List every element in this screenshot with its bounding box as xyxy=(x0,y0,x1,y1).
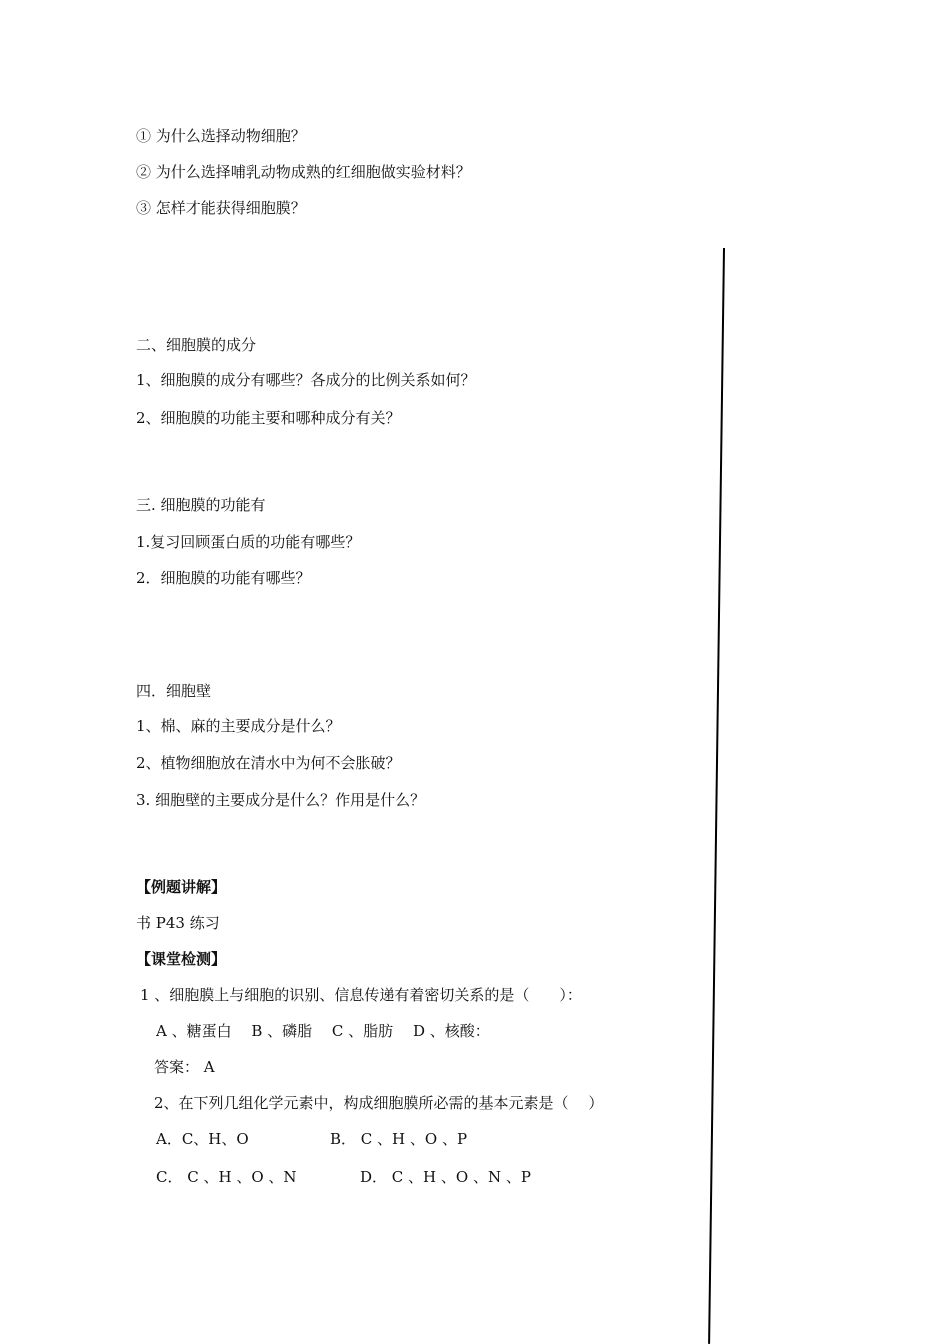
intro-question-1: ① 为什么选择动物细胞？ xyxy=(136,127,306,145)
example-text: 书 P43 练习 xyxy=(136,914,220,932)
section4-item-3: 3. 细胞壁的主要成分是什么？作用是什么？ xyxy=(136,791,426,809)
example-heading: 【例题讲解】 xyxy=(136,878,227,896)
section3-heading: 三. 细胞膜的功能有 xyxy=(136,496,266,514)
intro-question-3: ③ 怎样才能获得细胞膜？ xyxy=(136,199,306,217)
check-question-1: 1 、细胞膜上与细胞的识别、信息传递有着密切关系的是（ ）： xyxy=(140,986,582,1004)
check-question-2-option-d: D． C 、H 、O 、N 、P xyxy=(360,1168,531,1186)
margin-divider-line xyxy=(708,248,724,1344)
section2-item-2: 2、细胞膜的功能主要和哪种成分有关？ xyxy=(136,409,401,427)
section4-heading: 四．细胞壁 xyxy=(136,682,212,700)
section3-item-2: 2．细胞膜的功能有哪些？ xyxy=(136,569,311,587)
check-question-2-option-c: C． C 、H 、O 、N xyxy=(156,1168,297,1186)
section3-item-1: 1.复习回顾蛋白质的功能有哪些？ xyxy=(136,533,361,551)
section2-item-1: 1、细胞膜的成分有哪些？各成分的比例关系如何？ xyxy=(136,371,476,389)
check-heading: 【课堂检测】 xyxy=(136,950,227,968)
check-question-2-option-b: B． C 、H 、O 、P xyxy=(330,1130,468,1148)
section4-item-2: 2、植物细胞放在清水中为何不会胀破？ xyxy=(136,754,401,772)
section4-item-1: 1、棉、麻的主要成分是什么？ xyxy=(136,717,341,735)
intro-question-2: ② 为什么选择哺乳动物成熟的红细胞做实验材料？ xyxy=(136,163,471,181)
check-question-1-answer: 答案： A xyxy=(154,1058,215,1076)
check-question-2-option-a: A．C、H、O xyxy=(156,1130,249,1148)
check-question-1-options: A 、糖蛋白 B 、磷脂 C 、脂肪 D 、核酸： xyxy=(156,1022,490,1040)
section2-heading: 二、细胞膜的成分 xyxy=(136,336,257,354)
check-question-2: 2、在下列几组化学元素中，构成细胞膜所必需的基本元素是（ ） xyxy=(154,1094,604,1112)
